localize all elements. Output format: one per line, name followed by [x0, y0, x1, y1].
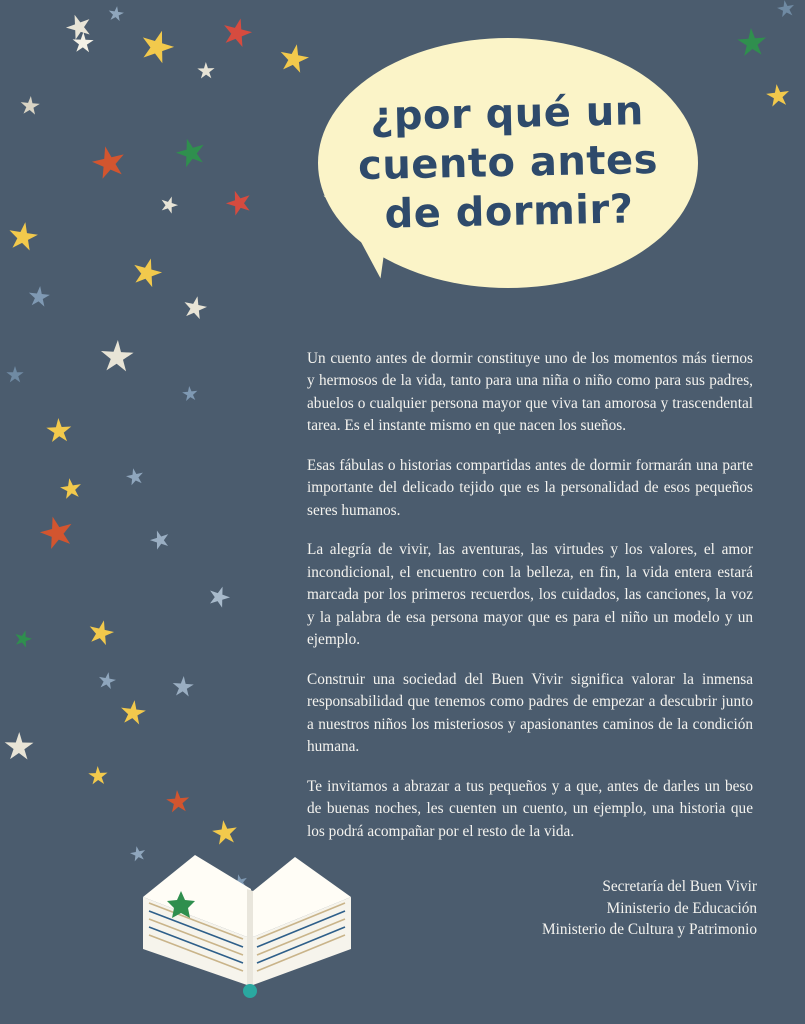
star-decoration: [165, 789, 191, 815]
star-decoration: [197, 62, 215, 80]
star-decoration: [72, 32, 95, 55]
star-decoration: [158, 194, 181, 217]
poster-title: [317, 86, 700, 240]
star-decoration: [88, 766, 109, 787]
paragraph-5: Te invitamos a abrazar a tus pequeños y a que, antes de darles un beso de buenas noches, les cuenten un cuento, un ejemplo, una historia que los podrá acompañar por el resto de la vida.: [307, 777, 753, 840]
star-decoration: [222, 186, 255, 219]
star-decoration: [119, 699, 148, 728]
star-decoration: [136, 26, 178, 68]
signature-line-1: Secretaría del Buen Vivir: [602, 878, 757, 895]
signature-line-2: Ministerio de Educación: [606, 899, 757, 917]
star-decoration: [36, 512, 78, 554]
star-decoration: [129, 255, 166, 292]
star-decoration: [776, 0, 797, 19]
star-decoration: [89, 143, 130, 184]
star-decoration: [205, 583, 233, 611]
title-line-2: cuento antes: [357, 136, 659, 189]
signature-line-3: Ministerio de Cultura y Patrimonio: [542, 921, 757, 939]
paragraph-3: La alegría de vivir, las aventuras, las virtudes y los valores, el amor incondicional, el encuentro con la belleza, en fin, la vida entera estará marcada por los primeros recuerdos, los cuidados, las canciones, la voz y la palabra de esa persona mayor que es para el niño un modelo y un ejemplo.: [307, 541, 753, 649]
star-decoration: [765, 83, 792, 110]
title-line-3: de dormir?: [384, 185, 634, 238]
star-decoration: [736, 27, 768, 59]
star-decoration: [219, 15, 255, 51]
paragraph-4: Construir una sociedad del Buen Vivir significa valorar la inmensa responsabilidad que tenemos como padres de empezar a descubrir junto a nuestros niños los misteriosos y apasionantes caminos de la condición humana.: [307, 670, 753, 756]
star-decoration: [276, 41, 311, 76]
star-decoration: [19, 95, 41, 117]
star-decoration: [107, 5, 125, 23]
signature-block: [337, 876, 757, 941]
star-decoration: [147, 527, 172, 552]
star-decoration: [58, 476, 83, 501]
star-decoration: [181, 385, 199, 403]
star-decoration: [45, 417, 72, 444]
star-decoration: [6, 366, 24, 384]
star-decoration: [172, 134, 209, 171]
star-decoration: [85, 617, 116, 648]
title-line-1: ¿por qué un: [369, 88, 645, 140]
star-decoration: [99, 339, 135, 375]
star-decoration: [97, 671, 118, 692]
star-decoration: [210, 818, 239, 847]
star-decoration: [6, 220, 40, 254]
paragraph-2: Esas fábulas o historias compartidas antes de dormir formarán una parte importante del delicado tejido que es la personalidad de esos pequeños seres humanos.: [307, 456, 753, 519]
star-decoration: [171, 675, 194, 698]
body-copy: [307, 348, 753, 843]
star-decoration: [124, 466, 145, 487]
open-book-icon: [135, 845, 370, 1000]
star-decoration: [62, 10, 95, 43]
paragraph-1: Un cuento antes de dormir constituye uno de los momentos más tiernos y hermosos de la vida, tanto para una niña o niño como para sus padres, abuelos o cualquier persona mayor que viva tan amorosa y trascendental tarea. Es el instante mismo en que nacen los sueños.: [307, 350, 753, 435]
speech-bubble: [318, 38, 698, 288]
star-decoration: [181, 294, 209, 322]
star-decoration: [27, 285, 51, 309]
star-decoration: [4, 732, 35, 763]
star-decoration: [12, 628, 34, 650]
